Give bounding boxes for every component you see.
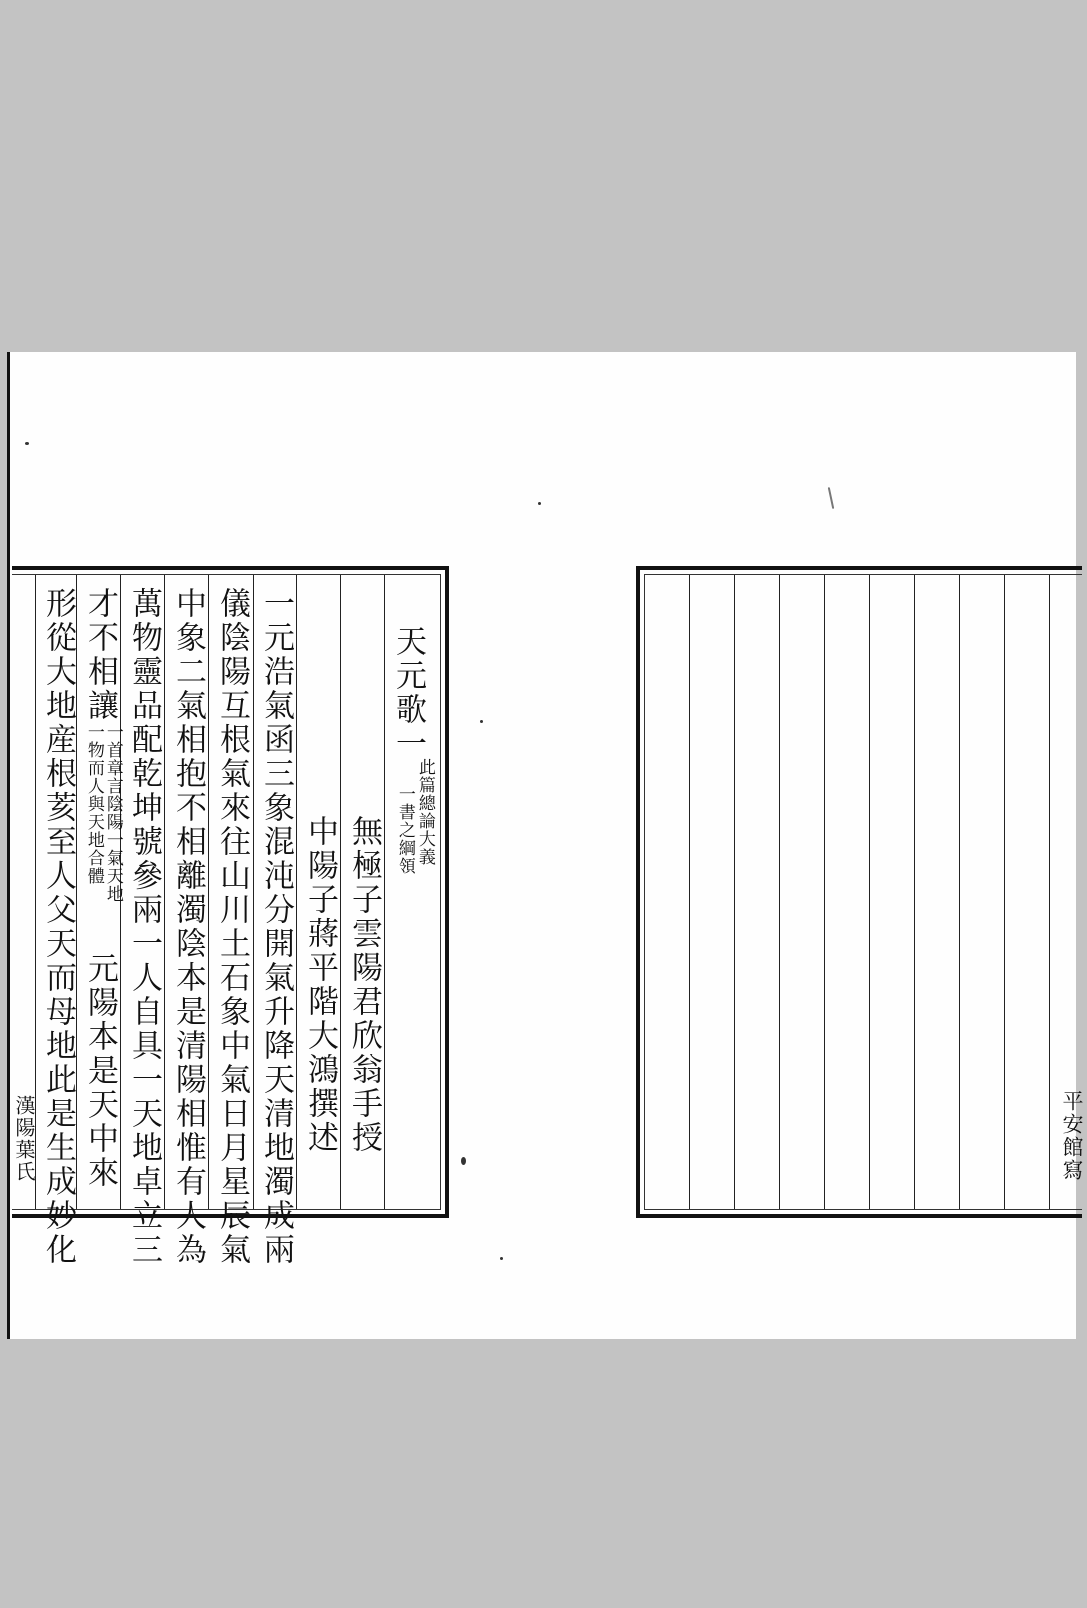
body-line-6: 形從大地産根荄至人父天而母地此是生成妙化: [40, 587, 76, 1267]
scan-speck: [480, 720, 483, 723]
title-note-right: 此篇總論大義: [414, 758, 435, 866]
body-line-2: 儀陰陽互根氣來往山川土石象中氣日月星辰氣: [214, 587, 250, 1267]
left-page-grid: [12, 574, 441, 1267]
body-line-3: 中象二氣相抱不相離濁陰本是清陽相惟有人為: [170, 587, 206, 1267]
commentary-left: 一物而人與天地合體: [83, 723, 104, 885]
right-page-grid: [644, 574, 1082, 1210]
body-line-4: 萬物靈品配乾坤號參兩一人自具一天地卓立三: [126, 587, 162, 1267]
body-line-5-end: 元陽本是天中來: [82, 952, 118, 1190]
title-note-left: 一書之綱領: [394, 785, 415, 875]
right-page-frame: [636, 566, 1082, 1218]
scan-speck: [538, 502, 541, 505]
scan-speck: [461, 1157, 466, 1165]
left-page-frame: [12, 566, 449, 1267]
scan-speck: [828, 487, 835, 509]
scan-speck: [500, 1257, 503, 1260]
book-page-scan: [7, 352, 1084, 1339]
right-margin-label: 平安館寫: [1060, 1090, 1084, 1182]
scan-speck: [25, 442, 29, 445]
left-margin-label: 漢陽葉氏: [12, 1095, 36, 1183]
transmitter-line: 無極子雲陽君欣翁手授: [346, 815, 382, 1155]
commentary-right: 一首章言陰陽一氣天地: [102, 723, 123, 903]
body-line-1: 一元浩氣函三象混沌分開氣升降天清地濁成兩: [258, 587, 294, 1267]
body-line-5-start: 才不相讓: [82, 587, 118, 723]
author-line: 中陽子蔣平階大鴻撰述: [302, 815, 338, 1155]
ruled-line-9: [645, 575, 1050, 1209]
title-text: 天元歌一: [390, 625, 426, 761]
